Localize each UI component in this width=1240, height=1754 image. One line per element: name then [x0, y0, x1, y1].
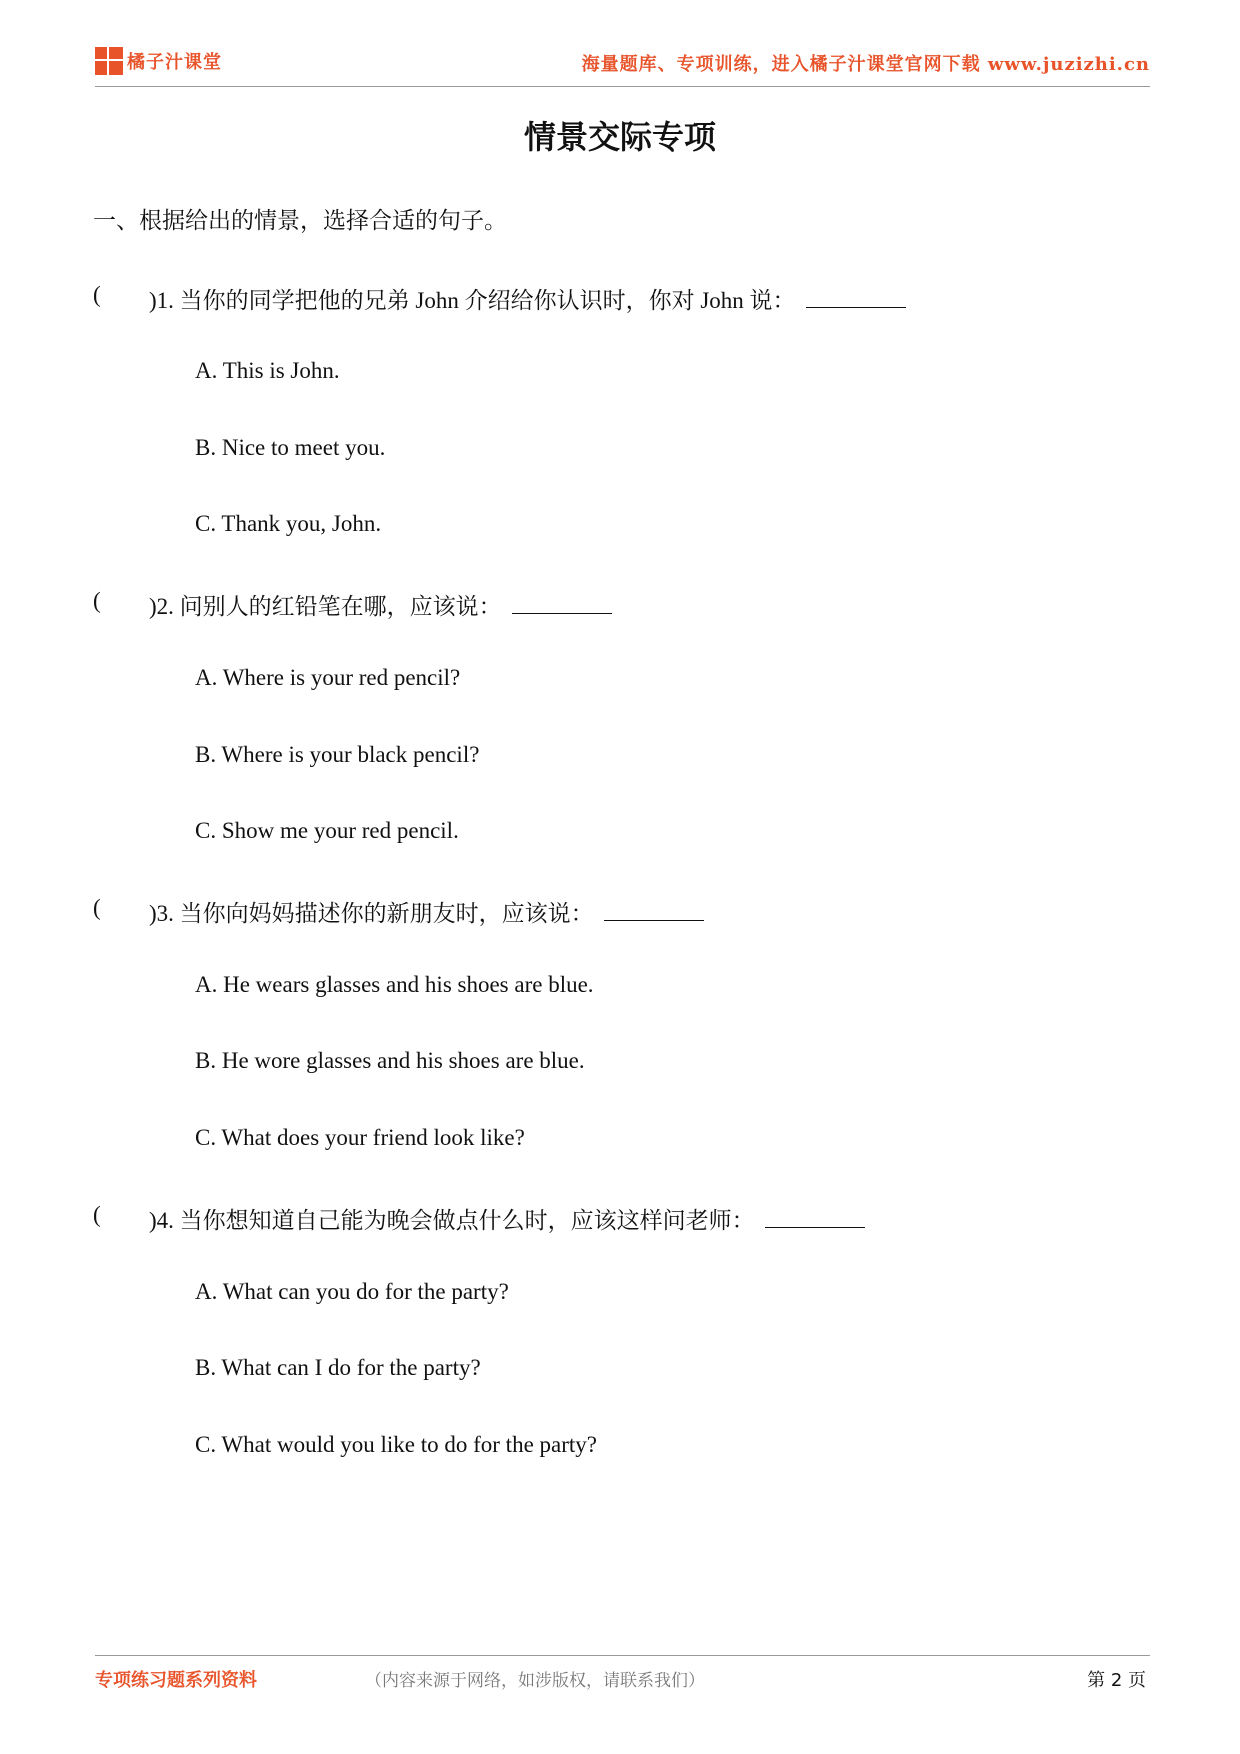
page-header	[95, 42, 1150, 87]
answer-paren: (	[93, 1202, 101, 1227]
answer-paren: (	[93, 895, 101, 920]
question-text: )2. 问别人的红铅笔在哪，应该说：	[149, 594, 502, 619]
answer-blank	[806, 287, 906, 308]
brand-logo	[95, 46, 222, 76]
option-b: B. He wore glasses and his shoes are blue.	[195, 1048, 585, 1073]
option-c: C. Thank you, John.	[195, 511, 382, 536]
option-c: C. Show me your red pencil.	[195, 818, 459, 843]
option-a: A. He wears glasses and his shoes are blue.	[195, 972, 594, 997]
logo-text: 橘子汁课堂	[127, 52, 222, 73]
option-a: A. This is John.	[195, 358, 340, 383]
answer-blank	[604, 900, 704, 921]
answer-paren: (	[93, 282, 101, 307]
question-text: )4. 当你想知道自己能为晚会做点什么时，应该这样问老师：	[149, 1208, 755, 1233]
footer-series-label: 专项练习题系列资料	[95, 1670, 257, 1691]
page-footer	[95, 1655, 1150, 1696]
question-text: )1. 当你的同学把他的兄弟 John 介绍给你认识时，你对 John 说：	[149, 288, 796, 313]
option-c: C. What does your friend look like?	[195, 1125, 525, 1150]
footer-copyright-note: （内容来源于网络，如涉版权，请联系我们）	[365, 1671, 705, 1691]
page-title: 情景交际专项	[523, 118, 716, 156]
answer-blank	[765, 1207, 865, 1228]
logo-icon	[95, 47, 123, 75]
option-c: C. What would you like to do for the party?	[195, 1432, 597, 1457]
header-slogan: 海量题库、专项训练，进入橘子汁课堂官网下载 www.juzizhi.cn	[581, 54, 1150, 75]
option-b: B. What can I do for the party?	[195, 1355, 481, 1380]
option-b: B. Where is your black pencil?	[195, 742, 480, 767]
option-b: B. Nice to meet you.	[195, 435, 386, 460]
option-a: A. Where is your red pencil?	[195, 665, 461, 690]
option-a: A. What can you do for the party?	[195, 1279, 509, 1304]
answer-blank	[512, 593, 612, 614]
question-text: )3. 当你向妈妈描述你的新朋友时，应该说：	[149, 901, 594, 926]
page-number: 第 2 页	[1087, 1670, 1146, 1691]
answer-paren: (	[93, 588, 101, 613]
section-heading: 一、根据给出的情景，选择合适的句子。	[93, 208, 507, 234]
